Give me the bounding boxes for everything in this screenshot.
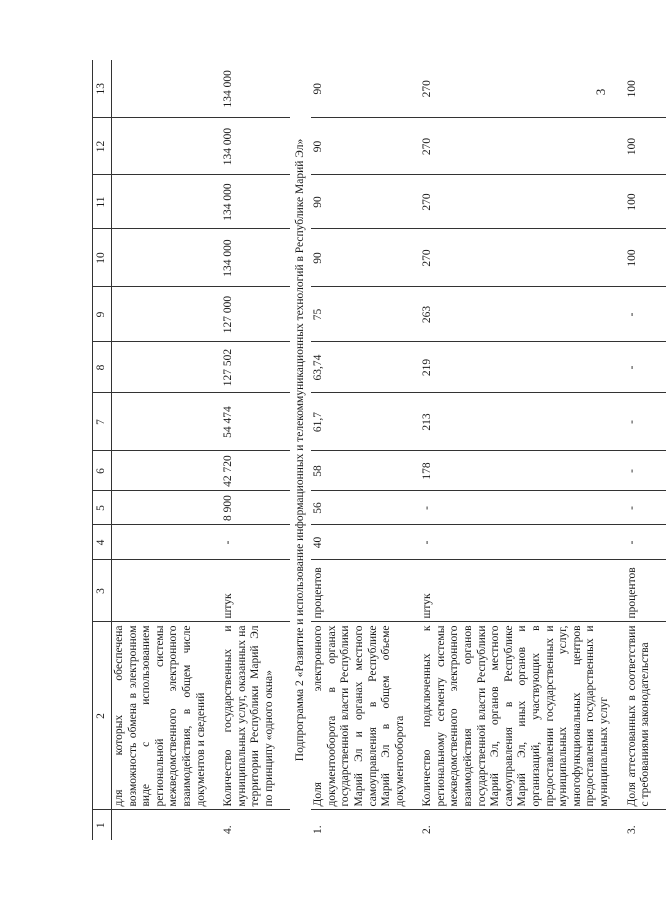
column-header: 4: [93, 525, 112, 560]
column-header: 2: [93, 622, 112, 810]
indicator-name-cell: Количество подключенных к региональному сегменту системы межведомственного электронного взаимодействия органов государственной власти Республики Марий Эл, органов местного самоуправления в Республике Марий Эл, иных органов и организаций, участвующих в предоставлении государственных и муниципальных услуг, многофункциональных центров предоставления государственных и муниципальных услуг: [420, 622, 613, 810]
value-cell: 270: [420, 229, 613, 287]
value-cell: 134 000: [221, 175, 278, 229]
value-cell: -: [625, 393, 655, 451]
value-cell: [112, 175, 211, 229]
row-number-cell: 4.: [222, 825, 235, 834]
table-row: [625, 60, 655, 840]
column-header: 12: [93, 118, 112, 175]
indicator-name-cell: для которых обеспечена возможность обмена в электронном виде с использованием региональной системы межведомственного электронного взаимодействия, в общем числе документов и сведений: [112, 622, 211, 810]
value-cell: [112, 491, 211, 525]
indicator-name-cell: Количество государственных и муниципальных услуг, оказанных на территории Республики Марий Эл по принципу «одного окна»: [221, 622, 278, 810]
unit-cell: процентов: [311, 560, 409, 622]
value-cell: [112, 451, 211, 491]
value-cell: 58: [311, 451, 409, 491]
value-cell: 90: [311, 175, 409, 229]
value-cell: [112, 60, 211, 118]
value-cell: -: [420, 491, 613, 525]
row-spacer: [409, 60, 420, 840]
value-cell: 270: [420, 60, 613, 118]
unit-cell: штук: [221, 560, 278, 622]
value-cell: 178: [420, 451, 613, 491]
column-header: 7: [93, 393, 112, 451]
value-cell: 127 502: [221, 342, 278, 393]
row-number-cell: 2.: [421, 825, 434, 834]
page-number: 3: [593, 88, 608, 96]
column-header: 9: [93, 287, 112, 342]
subprogram-heading-row: [290, 60, 312, 840]
value-cell: 100: [625, 60, 655, 118]
value-cell: 8 900: [221, 491, 278, 525]
column-header: 3: [93, 560, 112, 622]
value-cell: 263: [420, 287, 613, 342]
value-cell: -: [625, 287, 655, 342]
value-cell: 134 000: [221, 229, 278, 287]
row-spacer: [279, 60, 290, 840]
value-cell: 75: [311, 287, 409, 342]
column-header: 8: [93, 342, 112, 393]
value-cell: -: [625, 525, 655, 560]
value-cell: 270: [420, 118, 613, 175]
row-spacer: [614, 60, 625, 840]
table-row: [112, 60, 211, 840]
unit-cell: процентов: [625, 560, 655, 622]
value-cell: -: [625, 451, 655, 491]
value-cell: 100: [625, 118, 655, 175]
value-cell: 134 000: [221, 118, 278, 175]
value-cell: 100: [625, 175, 655, 229]
value-cell: 90: [311, 60, 409, 118]
indicator-name-cell: Доля электронного документооборота в органах государственной власти Республики Марий Эл и органах местного самоуправления в Республике Марий Эл в общем объеме документооборота: [311, 622, 409, 810]
value-cell: [112, 118, 211, 175]
row-number-cell: [112, 810, 211, 840]
value-cell: 100: [625, 229, 655, 287]
value-cell: -: [420, 525, 613, 560]
indicators-table: [92, 60, 666, 840]
value-cell: 270: [420, 175, 613, 229]
table-row: [420, 60, 613, 840]
value-cell: -: [625, 342, 655, 393]
value-cell: 219: [420, 342, 613, 393]
value-cell: 63,74: [311, 342, 409, 393]
subprogram-title: Подпрограмма 2 «Развитие и использование информационных и телекоммуникационных технологий в Республике Марий Эл»: [293, 138, 306, 762]
value-cell: 40: [311, 525, 409, 560]
value-cell: 56: [311, 491, 409, 525]
row-number-cell: 3.: [625, 825, 638, 834]
column-header: 5: [93, 491, 112, 525]
table-row: [221, 60, 278, 840]
indicator-name-cell: Доля аттестованных в соответствии с требованиями законодательства: [625, 622, 655, 810]
unit-cell: штук: [420, 560, 613, 622]
value-cell: 213: [420, 393, 613, 451]
column-header: 11: [93, 175, 112, 229]
column-header: 10: [93, 229, 112, 287]
rotated-table-sheet: [92, 60, 652, 840]
column-header: 1: [93, 810, 112, 840]
value-cell: [112, 393, 211, 451]
value-cell: 127 000: [221, 287, 278, 342]
row-number-cell: 1.: [312, 825, 325, 834]
row-spacer: [655, 60, 666, 840]
row-spacer: [210, 60, 221, 840]
value-cell: -: [221, 525, 278, 560]
column-number-header-row: [93, 60, 112, 840]
value-cell: [112, 287, 211, 342]
value-cell: [112, 229, 211, 287]
value-cell: 61,7: [311, 393, 409, 451]
value-cell: 54 474: [221, 393, 278, 451]
value-cell: 42 720: [221, 451, 278, 491]
table-row: [311, 60, 409, 840]
value-cell: -: [625, 491, 655, 525]
column-header: 13: [93, 60, 112, 118]
table-body: [112, 60, 666, 840]
value-cell: 90: [311, 229, 409, 287]
value-cell: 134 000: [221, 60, 278, 118]
value-cell: [112, 525, 211, 560]
column-header: 6: [93, 451, 112, 491]
unit-cell: [112, 560, 211, 622]
value-cell: [112, 342, 211, 393]
value-cell: 90: [311, 118, 409, 175]
